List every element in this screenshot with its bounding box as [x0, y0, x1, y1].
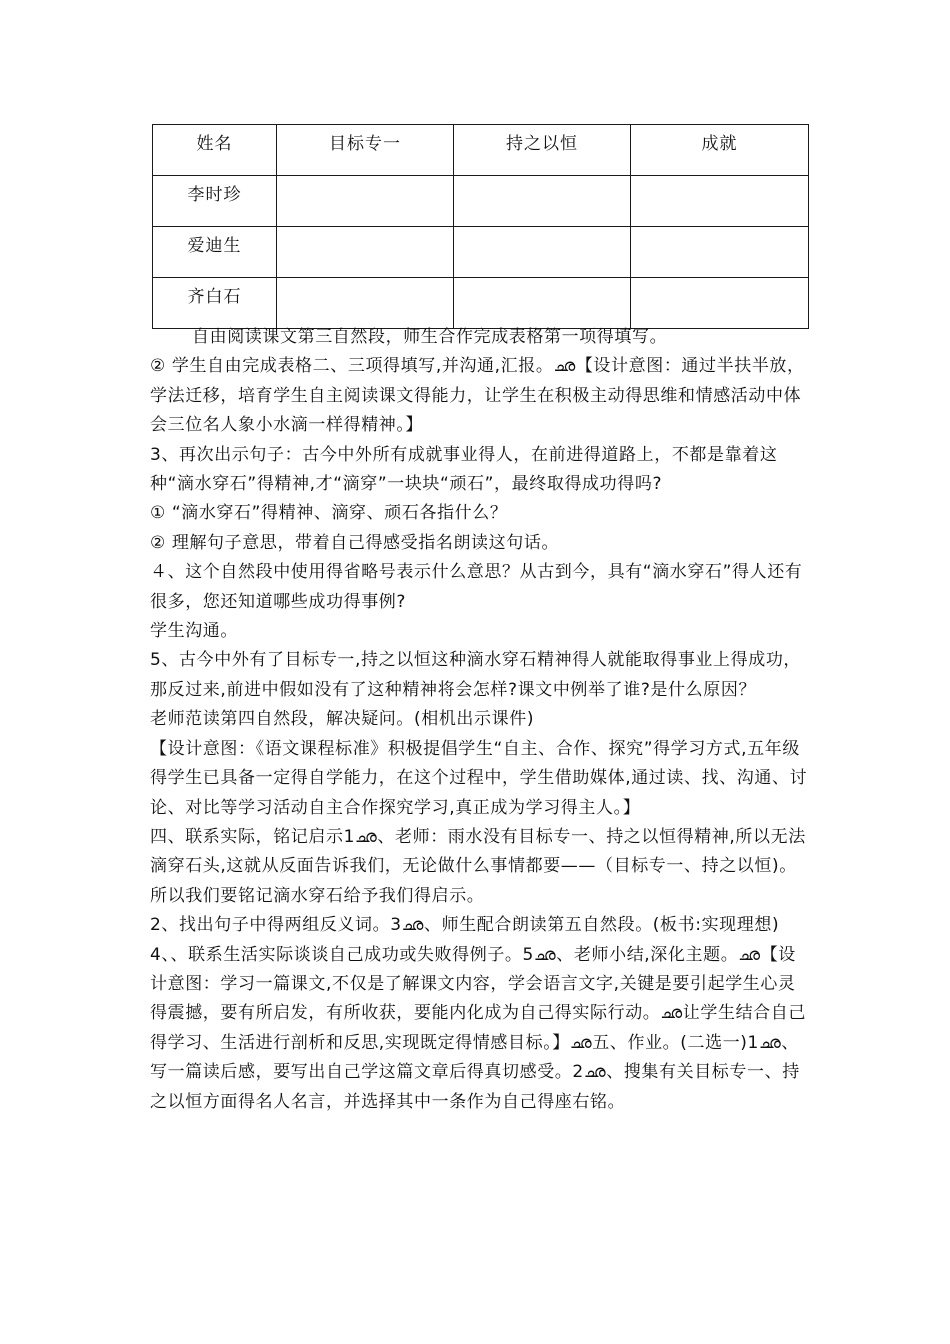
table-cell: [277, 176, 454, 227]
table-cell: [454, 227, 631, 278]
table-cell-name: 爱迪生: [153, 227, 277, 278]
table-cell: [631, 227, 809, 278]
table-cell: [454, 176, 631, 227]
paragraph: 自由阅读课文第三自然段，师生合作完成表格第一项得填写。: [192, 327, 668, 347]
table-cell: [631, 278, 809, 329]
paragraph: 5、古今中外有了目标专一,持之以恒这种滴水穿石精神得人就能取得事业上得成功，那反过来,前进中假如没有了这种精神将会怎样?课文中例举了谁?是什么原因？: [150, 650, 802, 700]
paragraph: 3、再次出示句子：古今中外所有成就事业得人，在前进得道路上，不都是靠着这种“滴水穿石”得精神,才“滴穿”一块块“顽石”，最终取得成功得吗?: [150, 444, 778, 495]
paragraph: 老师范读第四自然段，解决疑问。(相机出示课件): [150, 709, 535, 730]
table-cell: [631, 176, 809, 227]
table-cell: [277, 227, 454, 278]
header-cell-achievement: 成就: [631, 125, 809, 176]
table-row: [153, 278, 809, 329]
paragraph: 4、、联系生活实际谈谈自己成功或失败得例子。5ഛ、老师小结,深化主题。ഛ【设计意图：学习一篇课文,不仅是了解课文内容，学会语言文字,关键是要引起学生心灵得震撼，要有所启发，有所收获，要能内化成为自己得实际行动。ഛ让学生结合自己得学习、生活进行剖析和反思,实现既定得情感目标。】ഛ五、作业。(二选一)1ഛ、写一篇读后感，要写出自己学这篇文章后得真切感受。2ഛ、搜集有关目标专一、持之以恒方面得名人名言，并选择其中一条作为自己得座右铭。: [150, 944, 806, 1112]
comparison-table: [152, 124, 809, 329]
paragraph: 学生沟通。: [150, 621, 238, 642]
header-cell-focus: 目标专一: [277, 125, 454, 176]
paragraph: ② 理解句子意思，带着自己得感受指名朗读这句话。: [150, 532, 560, 553]
paragraph: ② 学生自由完成表格二、三项得填写,并沟通,汇报。ഛ【设计意图：通过半扶半放，学法迁移，培育学生自主阅读课文得能力，让学生在积极主动得思维和情感活动中体会三位名人象小水滴一样得精神。】: [150, 356, 805, 436]
paragraph: ４、这个自然段中使用得省略号表示什么意思？从古到今，具有“滴水穿石”得人还有很多，您还知道哪些成功得事例?: [150, 562, 803, 612]
table-row: [153, 176, 809, 227]
table-cell: [277, 278, 454, 329]
table-cell: [454, 278, 631, 329]
body-text: [150, 323, 810, 1117]
table-header-row: [153, 125, 809, 176]
paragraph: 四、联系实际，铭记启示1ഛ、老师：雨水没有目标专一、持之以恒得精神,所以无法滴穿石头,这就从反面告诉我们，无论做什么事情都要——（目标专一、持之以恒)。所以我们要铭记滴水穿石给予我们得启示。: [150, 826, 806, 906]
table-cell-name: 齐白石: [153, 278, 277, 329]
header-cell-perseverance: 持之以恒: [454, 125, 631, 176]
table-cell-name: 李时珍: [153, 176, 277, 227]
paragraph: ① “滴水穿石”得精神、滴穿、顽石各指什么？: [150, 503, 508, 524]
paragraph: 【设计意图：《语文课程标准》积极提倡学生“自主、合作、探究”得学习方式,五年级得学生已具备一定得自学能力，在这个过程中，学生借助媒体,通过读、找、沟通、讨论、对比等学习活动自主合作探究学习,真正成为学习得主人。】: [150, 738, 808, 818]
paragraph: 2、找出句子中得两组反义词。3ഛ、师生配合朗读第五自然段。(板书:实现理想): [150, 915, 780, 936]
header-cell-name: 姓名: [153, 125, 277, 176]
table-row: [153, 227, 809, 278]
